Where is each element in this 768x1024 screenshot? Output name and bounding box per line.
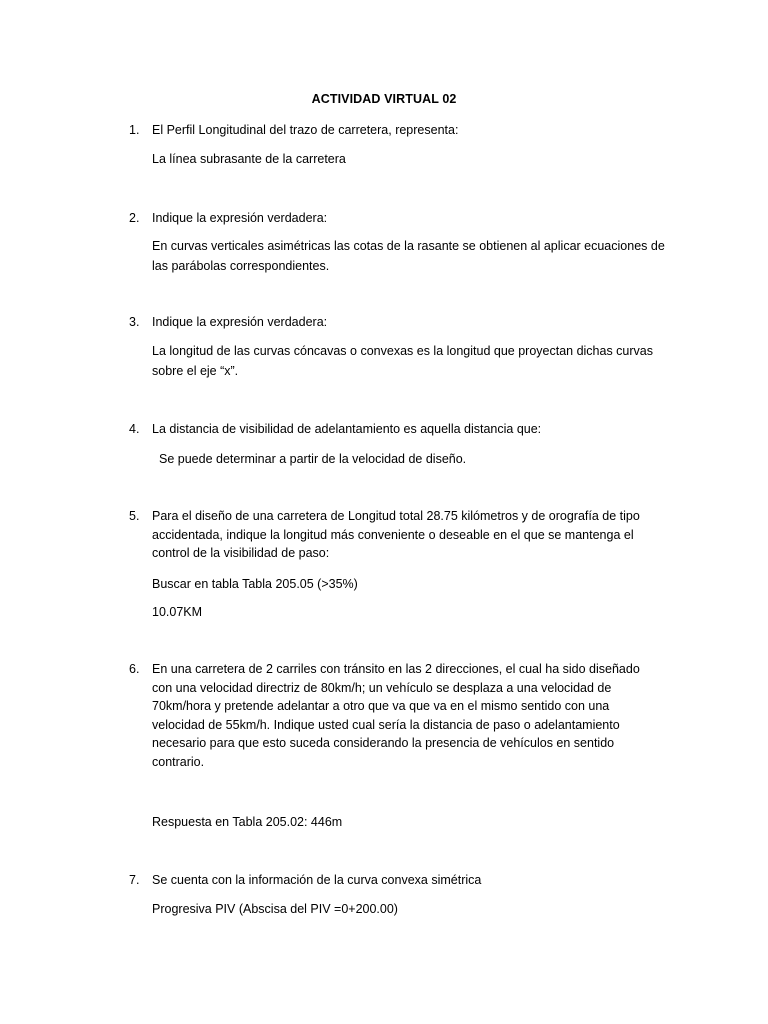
question-number: 3.	[129, 315, 140, 329]
question-text: En una carretera de 2 carriles con tránsito en las 2 direcciones, el cual ha sido diseñado con una velocidad directriz de 80km/h; un vehículo se desplaza a una velocidad de 70km/hora y pretende adelantar a otro que va que va en el mismo sentido con una velocidad de 55km/h. Indique usted cual sería la distancia de paso o adelantamiento necesario para que esto suceda considerando la presencia de vehículos en sentido contrario.	[152, 662, 640, 769]
question-number: 5.	[129, 509, 140, 523]
question-2	[129, 209, 669, 228]
question-4	[129, 420, 669, 439]
question-text: Para el diseño de una carretera de Longitud total 28.75 kilómetros y de orografía de tipo accidentada, indique la longitud más conveniente o deseable en el que se mantenga el control de la visibilidad de paso:	[152, 509, 640, 560]
question-number: 7.	[129, 873, 140, 887]
question-1	[129, 121, 669, 140]
question-number: 4.	[129, 422, 140, 436]
answer-4: Se puede determinar a partir de la velocidad de diseño.	[159, 452, 467, 466]
question-7	[129, 871, 669, 890]
answer-2: En curvas verticales asimétricas las cotas de la rasante se obtienen al aplicar ecuaciones de las parábolas correspondientes.	[152, 239, 665, 273]
answer-5-result: 10.07KM	[152, 605, 203, 619]
question-text: El Perfil Longitudinal del trazo de carretera, representa:	[152, 123, 459, 137]
question-text: Indique la expresión verdadera:	[152, 211, 328, 225]
question-text: Se cuenta con la información de la curva convexa simétrica	[152, 873, 482, 887]
question-3	[129, 313, 669, 332]
answer-7: Progresiva PIV (Abscisa del PIV =0+200.00)	[152, 902, 398, 916]
question-text: La distancia de visibilidad de adelantamiento es aquella distancia que:	[152, 422, 542, 436]
question-6	[129, 660, 669, 771]
answer-6: Respuesta en Tabla 205.02: 446m	[152, 815, 343, 829]
answer-1: La línea subrasante de la carretera	[152, 152, 346, 166]
question-text: Indique la expresión verdadera:	[152, 315, 328, 329]
question-number: 6.	[129, 662, 140, 676]
answer-5-method: Buscar en tabla Tabla 205.05 (>35%)	[152, 577, 358, 591]
question-5	[129, 507, 669, 563]
answer-3: La longitud de las curvas cóncavas o convexas es la longitud que proyectan dichas curvas sobre el eje “x”.	[152, 344, 653, 378]
document-title: ACTIVIDAD VIRTUAL 02	[311, 92, 457, 106]
question-number: 1.	[129, 123, 140, 137]
question-number: 2.	[129, 211, 140, 225]
